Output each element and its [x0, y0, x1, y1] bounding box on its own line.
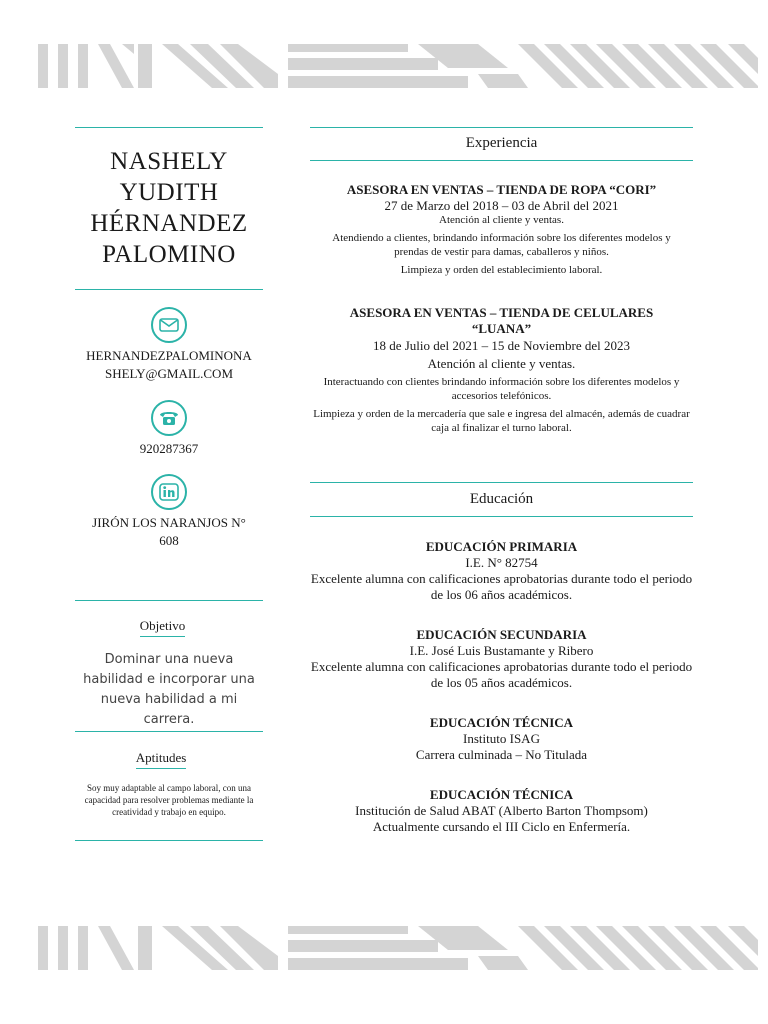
job-dates: 18 de Julio del 2021 – 15 de Noviembre del 2023 — [372, 338, 631, 353]
job-description: Limpieza y orden de la mercadería que sale e ingresa del almacén, además de cuadrar caja al finalizar el turno laboral. — [313, 408, 690, 434]
skills-heading — [75, 750, 247, 769]
divider — [75, 840, 263, 841]
decorative-stripe-band-top — [38, 44, 758, 88]
email-text — [75, 347, 263, 383]
name-line: NASHELY — [110, 148, 228, 175]
address-line: 608 — [159, 533, 179, 548]
linkedin-icon — [151, 474, 187, 510]
objective-heading — [75, 618, 250, 637]
decorative-stripe-band-bottom — [38, 926, 758, 970]
divider — [310, 482, 693, 483]
phone-number: 920287367 — [139, 441, 199, 456]
job-description: Atención al cliente y ventas. — [439, 214, 564, 226]
name-line: YUDITH — [119, 179, 219, 206]
job-entry — [310, 182, 693, 277]
address-line: JIRÓN LOS NARANJOS N° — [92, 515, 246, 530]
email-line: HERNANDEZPALOMINONA — [86, 348, 252, 363]
education-title: EDUCACIÓN TÉCNICA — [429, 715, 574, 730]
divider — [310, 160, 693, 161]
candidate-name — [75, 146, 263, 270]
education-entry — [310, 787, 693, 835]
education-entry — [310, 627, 693, 691]
job-dates: 27 de Marzo del 2018 – 03 de Abril del 2021 — [384, 198, 619, 213]
job-description: Atendiendo a clientes, brindando información sobre los diferentes modelos y prendas de vestir para damas, caballeros y niños. — [332, 232, 671, 258]
name-line: HÉRNANDEZ — [90, 210, 248, 237]
education-detail: Carrera culminada – No Titulada — [415, 747, 588, 762]
skills-heading-text: Aptitudes — [136, 750, 187, 769]
education-institution: Instituto ISAG — [463, 731, 540, 746]
job-description: Limpieza y orden del establecimiento laboral. — [400, 264, 603, 276]
education-title: EDUCACIÓN TÉCNICA — [429, 787, 574, 802]
divider — [75, 127, 263, 128]
education-heading: Educación — [469, 491, 534, 507]
name-line: PALOMINO — [102, 241, 236, 268]
education-detail: Excelente alumna con calificaciones aprobatorias durante todo el periodo de los 05 años académicos. — [310, 659, 693, 690]
divider — [75, 731, 263, 732]
email-line: SHELY@GMAIL.COM — [104, 366, 234, 381]
phone-icon — [151, 400, 187, 436]
education-entry — [310, 539, 693, 603]
education-institution: I.E. N° 82754 — [465, 555, 538, 570]
education-detail: Actualmente cursando el III Ciclo en Enfermería. — [372, 819, 631, 834]
experience-heading: Experiencia — [465, 135, 538, 151]
divider — [310, 516, 693, 517]
divider — [310, 127, 693, 128]
envelope-icon — [151, 307, 187, 343]
education-detail: Excelente alumna con calificaciones aprobatorias durante todo el periodo de los 06 años académicos. — [310, 571, 693, 602]
divider — [75, 600, 263, 601]
skills-text: Soy muy adaptable al campo laboral, con una capacidad para resolver problemas mediante la creatividad y trabajo en equipo. — [84, 783, 254, 817]
education-institution: I.E. José Luis Bustamante y Ribero — [409, 643, 594, 658]
education-title: EDUCACIÓN PRIMARIA — [425, 539, 578, 554]
address-text — [75, 514, 263, 550]
job-description: Interactuando con clientes brindando información sobre los diferentes modelos y accesorios telefónicos. — [323, 376, 680, 402]
education-title: EDUCACIÓN SECUNDARIA — [416, 627, 587, 642]
job-title: ASESORA EN VENTAS – TIENDA DE ROPA “CORI” — [346, 182, 657, 197]
job-description: Atención al cliente y ventas. — [427, 356, 576, 371]
objective-heading-text: Objetivo — [140, 618, 186, 637]
job-title: ASESORA EN VENTAS – TIENDA DE CELULARES “LUANA” — [349, 305, 654, 336]
education-entry — [310, 715, 693, 763]
divider — [75, 289, 263, 290]
education-institution: Institución de Salud ABAT (Alberto Barton Thompsom) — [355, 803, 648, 818]
job-entry — [310, 305, 693, 435]
objective-text: Dominar una nueva habilidad e incorporar una nueva habilidad a mi carrera. — [83, 652, 255, 727]
